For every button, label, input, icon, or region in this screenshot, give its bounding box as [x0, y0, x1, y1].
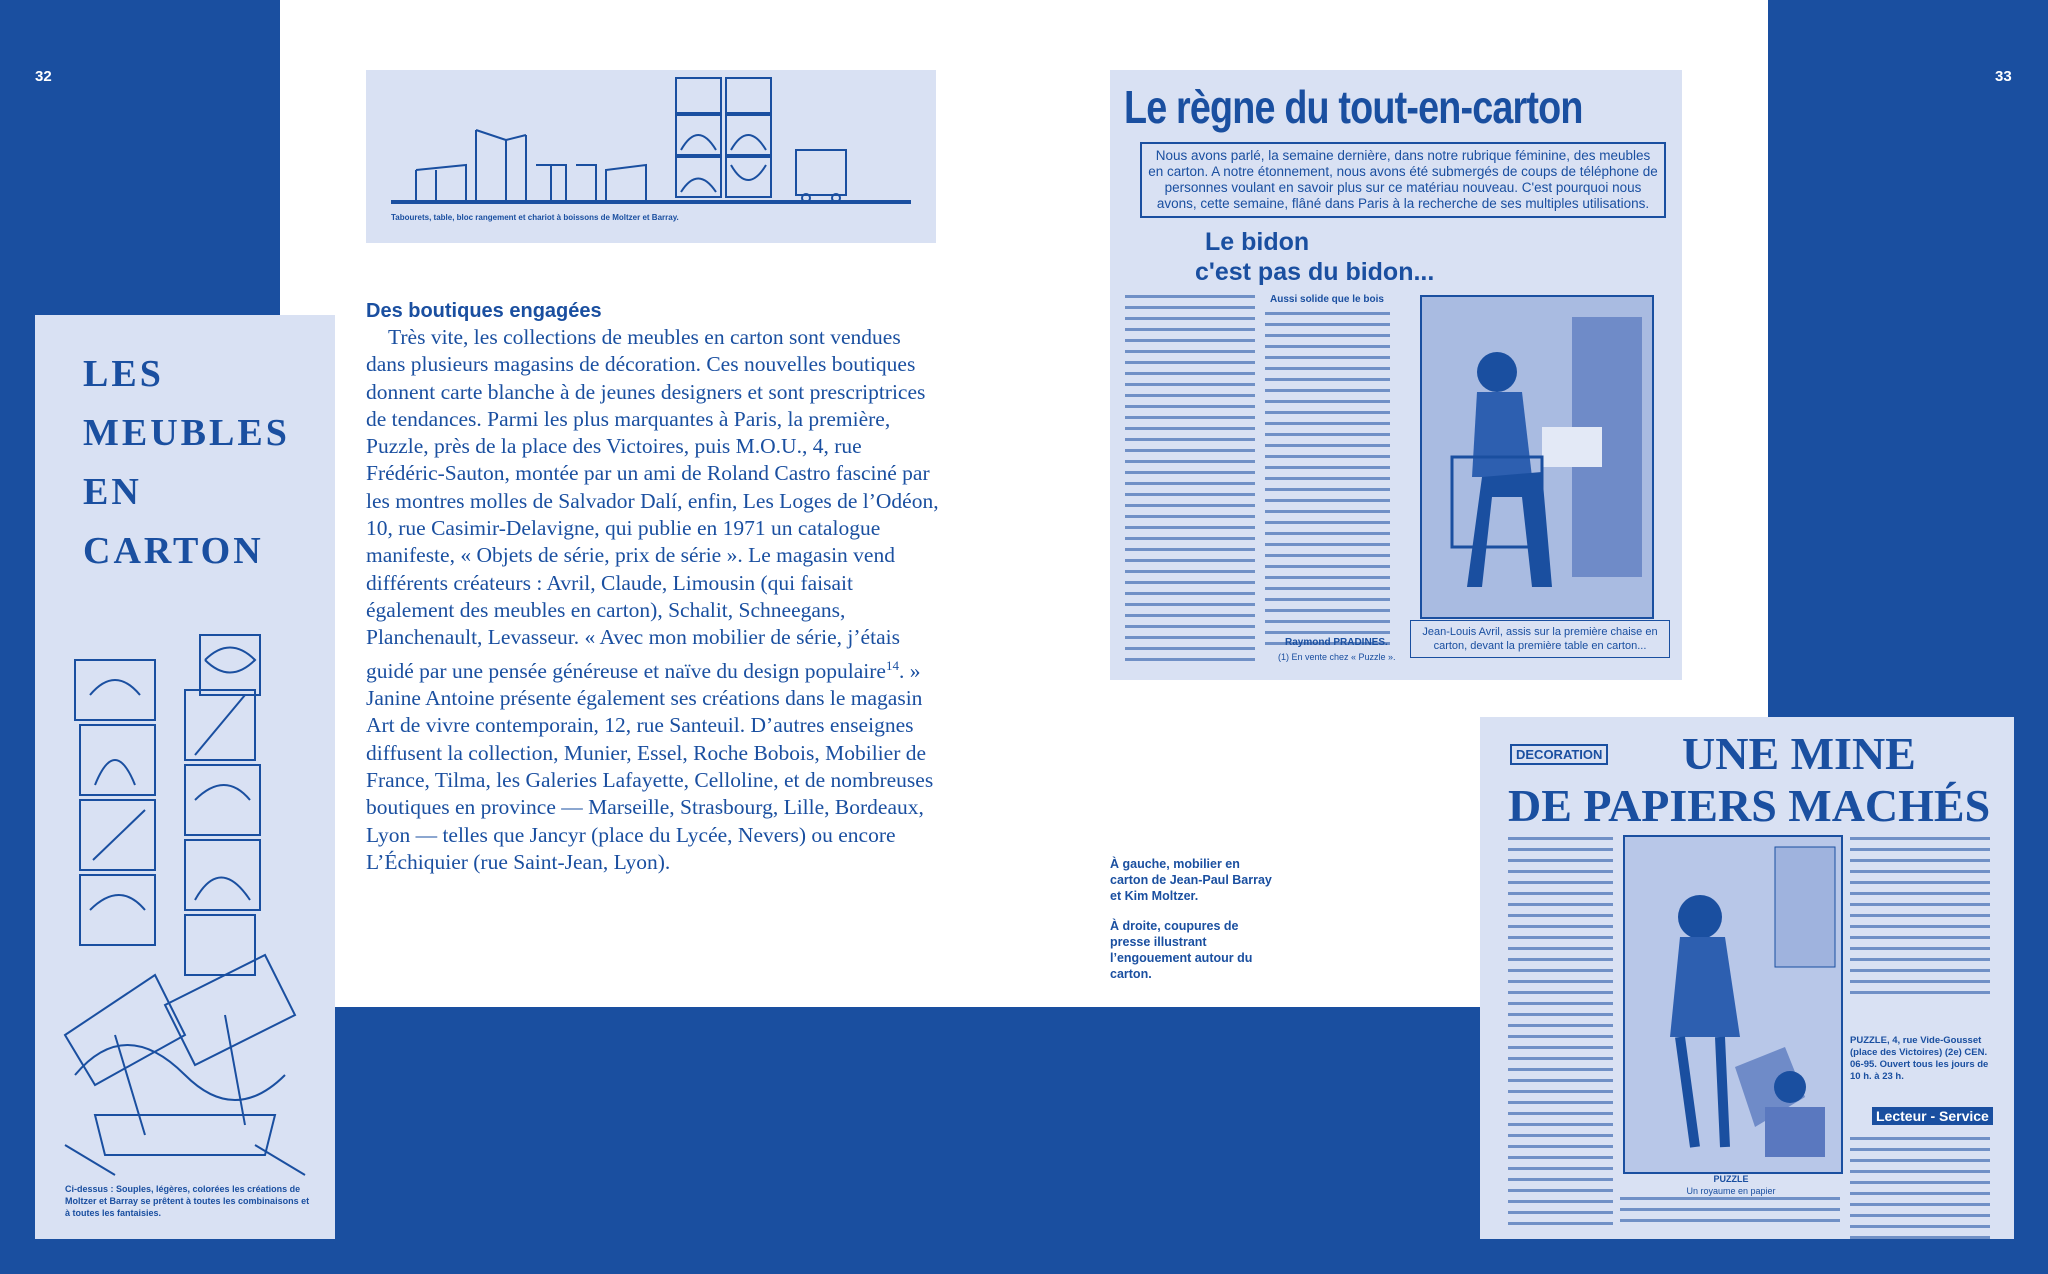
headline-line-2: MEUBLES	[83, 412, 290, 454]
side-caption	[1110, 856, 1280, 996]
mine-tag: DECORATION	[1510, 744, 1608, 765]
regne-intro: Nous avons parlé, la semaine dernière, dans notre rubrique féminine, des meubles en carton. A notre étonnement, nous avons été submergés de coups de téléphone de personnes voulant en savoir plus sur ce matériau nouveau. C'est pourquoi nous avons, cette semaine, flâné dans Paris à la recherche de ses multiples utilisations.	[1140, 142, 1666, 218]
mine-column-1	[1508, 837, 1613, 1233]
mine-column-3	[1850, 837, 1990, 1002]
regne-photo	[1420, 295, 1654, 619]
mine-photo-caption-1: PUZZLE	[1713, 1174, 1749, 1184]
regne-author: Raymond PRADINES.	[1285, 637, 1388, 648]
left-clip-caption: Ci-dessus : Souples, légères, colorées les créations de Moltzer et Barray se prêtent à toutes les combinaisons et à toutes les fantaisies.	[65, 1184, 310, 1218]
regne-column-2	[1265, 312, 1390, 653]
regne-subtitle-1: Le bidon	[1205, 228, 1310, 256]
regne-note: (1) En vente chez « Puzzle ».	[1278, 652, 1396, 662]
mine-column-4	[1850, 1137, 1990, 1239]
regne-subtitle-2: c'est pas du bidon...	[1195, 258, 1435, 286]
mine-photo-caption-2: Un royaume en papier	[1686, 1186, 1776, 1196]
left-clipping	[35, 315, 335, 1239]
footnote-reference[interactable]: 14	[885, 657, 899, 673]
headline-line-3: EN	[83, 471, 142, 513]
section-heading: Des boutiques engagées	[366, 300, 602, 322]
shop-interior-photo	[1625, 837, 1841, 1172]
headline-line-4: CARTON	[83, 530, 264, 572]
page-number-right: 33	[1995, 68, 2012, 85]
regne-photo-caption: Jean-Louis Avril, assis sur la première chaise en carton, devant la première table en carton...	[1410, 620, 1670, 658]
mine-service-title: Lecteur - Service	[1872, 1107, 1993, 1125]
regne-subhead: Aussi solide que le bois	[1270, 294, 1384, 305]
clipping-regne	[1110, 70, 1682, 680]
clipping-mine	[1480, 717, 2014, 1239]
top-clip-caption: Tabourets, table, bloc rangement et chariot à boissons de Moltzer et Barray.	[391, 213, 679, 222]
article-body	[366, 324, 941, 876]
side-caption-right: À droite, coupures de presse illustrant l’engouement autour du carton.	[1110, 919, 1253, 981]
mine-address: PUZZLE, 4, rue Vide-Gousset (place des Victoires) (2e) CEN. 06-95. Ouvert tous les jours de 10 h. à 23 h.	[1850, 1035, 1989, 1082]
man-seated-photo	[1422, 297, 1652, 617]
regne-column-1	[1125, 295, 1255, 669]
mine-title-2: DE PAPIERS MACHÉS	[1508, 780, 1991, 831]
headline-line-1: LES	[83, 353, 164, 395]
article-text-after-note: . » Janine Antoine présente également ses créations dans le magasin Art de vivre contemporain, 12, rue Santeuil. D’autres enseignes diffusent la collection, Munier, Essel, Roche Bobois, Mobilier de France, Tilma, les Galeries Lafayette, Celloline, et de nombreuses boutiques en province — Marseille, Strasbourg, Lille, Bordeaux, Lyon — telles que Jancyr (place du Lycée, Nevers) ou encore L’Échiquier (rue Saint-Jean, Lyon).	[366, 658, 934, 874]
article-text-before-note: Très vite, les collections de meubles en carton sont vendues dans plusieurs magasins de décoration. Ces nouvelles boutiques donnent carte blanche à de jeunes designers et sont prescriptrices de tendances. Parmi les plus marquantes à Paris, la première, Puzzle, près de la place des Victoires, puis M.O.U., 4, rue Frédéric-Sauton, montée par un ami de Roland Castro fasciné par les montres molles de Salvador Dalí, enfin, Les Loges de l’Odéon, 10, rue Casimir-Delavigne, qui publie en 1971 un catalogue manifeste, « Objets de série, prix de série ». Le magasin vend différents créateurs : Avril, Claude, Limousin (qui faisait également des meubles en carton), Schalit, Schneegans, Planchenault, Levasseur. « Avec mon mobilier de série, j’étais guidé par une pensée généreuse et naïve du design populaire	[366, 325, 939, 683]
page-number-left: 32	[35, 68, 52, 85]
cardboard-furniture-drawing	[35, 315, 335, 1239]
mine-column-2	[1620, 1197, 1840, 1230]
regne-title: Le règne du tout-en-carton	[1124, 81, 1583, 133]
mine-title-1: UNE MINE	[1682, 728, 1916, 779]
mine-photo	[1623, 835, 1843, 1174]
side-caption-left: À gauche, mobilier en carton de Jean-Paul Barray et Kim Moltzer.	[1110, 857, 1272, 903]
top-clipping	[366, 70, 936, 243]
